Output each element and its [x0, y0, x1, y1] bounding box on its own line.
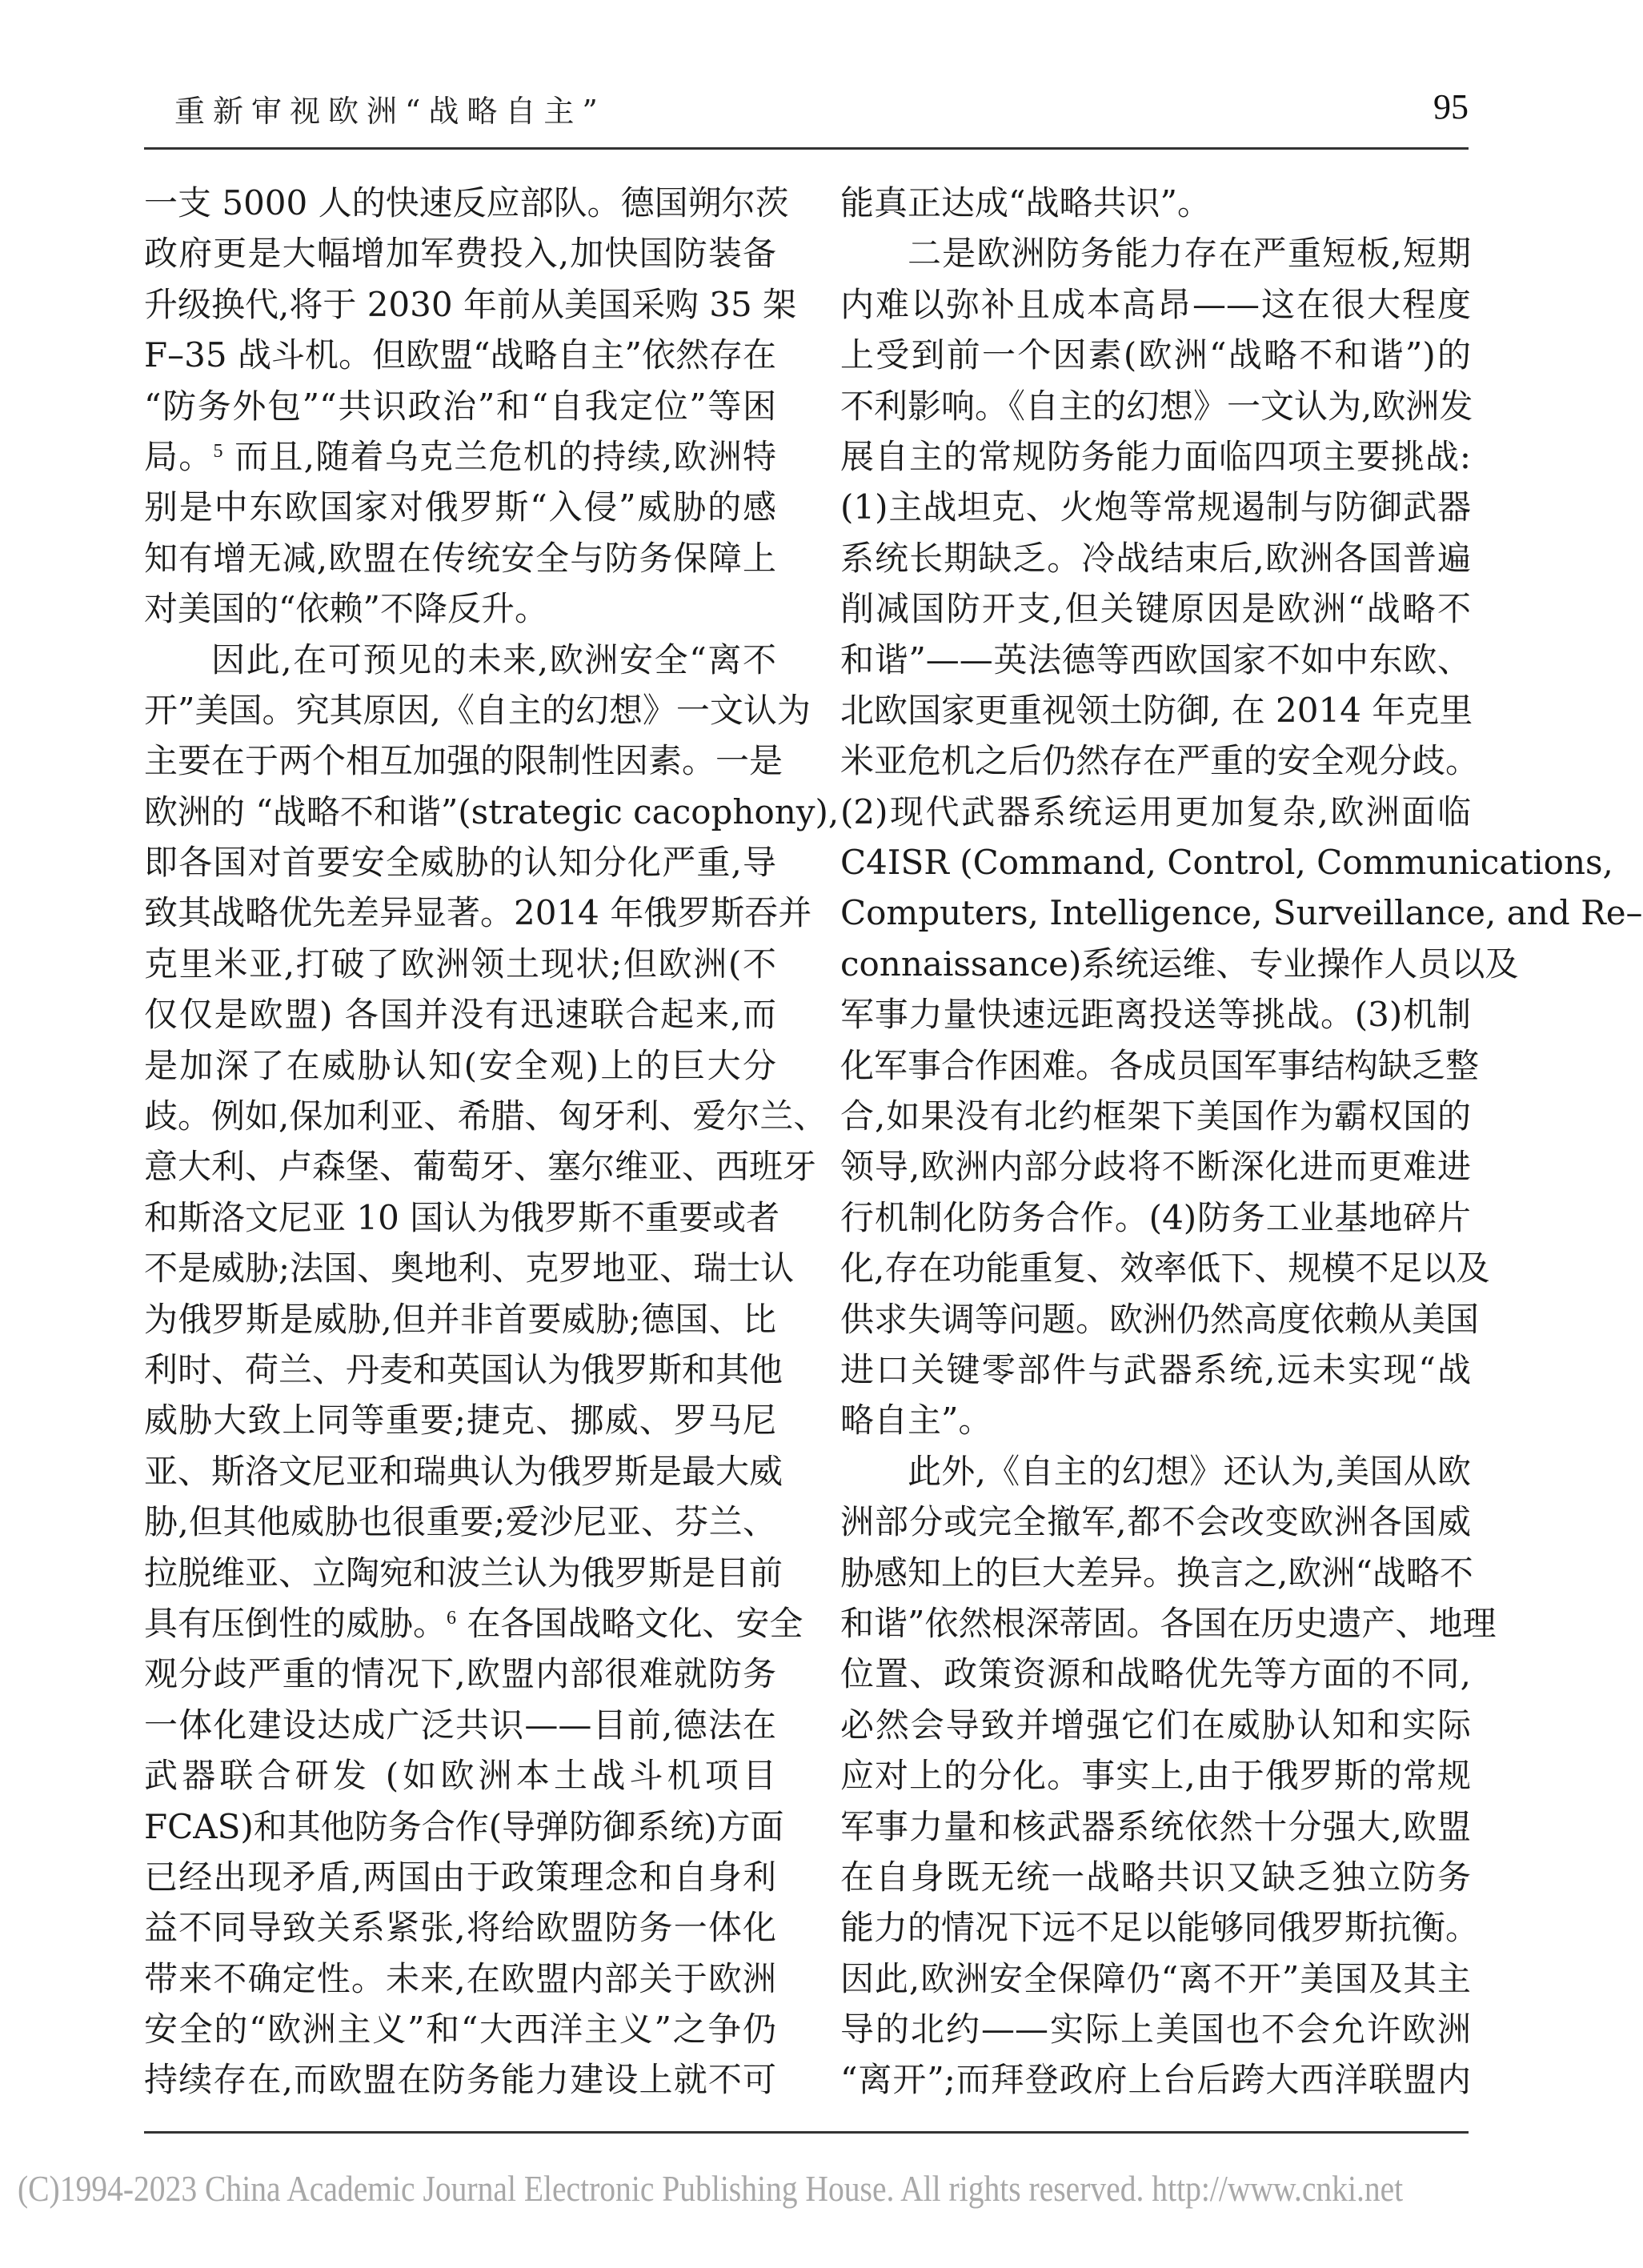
text-line: [840, 279, 1471, 330]
text-line: [144, 1243, 795, 1293]
line-text: 致其战略优先差异显著。2014 年俄罗斯吞并: [144, 893, 812, 933]
line-text: 安全的“欧洲主义”和“大西洋主义”之争仍: [144, 2010, 776, 2050]
line-text: 供求失调等问题。欧洲仍然高度依赖从美国: [840, 1299, 1480, 1339]
line-text: F–35 战斗机。但欧盟“战略自主”依然存在: [144, 335, 776, 375]
text-line: [144, 1598, 803, 1649]
text-line: [144, 381, 776, 431]
text-line: [840, 1902, 1480, 1953]
line-text: 别是中东欧国家对俄罗斯“入侵”威胁的感: [144, 487, 776, 527]
text-line: [840, 1548, 1471, 1598]
footer-rule: [144, 2131, 1469, 2134]
line-text: 内难以弥补且成本高昂——这在很大程度: [840, 284, 1471, 324]
text-line: [144, 533, 776, 583]
line-text: (2)现代武器系统运用更加复杂,欧洲面临: [840, 791, 1471, 831]
line-text: 胁感知上的巨大差异。换言之,欧洲“战略不: [840, 1553, 1473, 1593]
line-text: 位置、政策资源和战略优先等方面的不同,: [840, 1654, 1471, 1694]
line-text: 化军事合作困难。各成员国军事结构缺乏整: [840, 1045, 1480, 1085]
line-text: connaissance)系统运维、专业操作人员以及: [840, 944, 1519, 984]
text-line: [840, 1700, 1471, 1750]
copyright-footer: (C)1994-2023 China Academic Journal Electronic Publishing House. All rights reserved. http://www.cnki.net: [18, 2168, 1404, 2209]
line-text: 不利影响。《自主的幻想》一文认为,欧洲发: [840, 386, 1473, 426]
text-line: [144, 1548, 783, 1598]
line-text: 领导,欧洲内部分歧将不断深化进而更难进: [840, 1147, 1471, 1187]
line-text: 主要在于两个相互加强的限制性因素。一是: [144, 741, 783, 781]
line-text: C4ISR (Command, Control, Communications,: [840, 843, 1613, 883]
line-text: 对美国的“依赖”不降反升。: [144, 589, 548, 629]
text-line: [840, 1750, 1471, 1801]
line-text: 胁,但其他威胁也很重要;爱沙尼亚、芬兰、: [144, 1502, 776, 1542]
text-line: [144, 735, 783, 786]
right-column: [840, 178, 1643, 2106]
text-line: [840, 431, 1471, 482]
running-title: 重新审视欧洲“战略自主”: [174, 94, 606, 129]
text-line: [144, 482, 776, 532]
text-line: [840, 1497, 1471, 1547]
line-text: 具有压倒性的威胁。: [144, 1603, 447, 1643]
line-text: 展自主的常规防务能力面临四项主要挑战:: [840, 436, 1471, 476]
line-text: 在自身既无统一战略共识又缺乏独立防务: [840, 1857, 1471, 1897]
text-line: [840, 2054, 1471, 2105]
text-line: [840, 685, 1471, 735]
text-line: [144, 279, 797, 330]
line-text: 合,如果没有北约框架下美国作为霸权国的: [840, 1096, 1471, 1136]
line-text: 一支 5000 人的快速反应部队。德国朔尔茨: [144, 183, 789, 222]
text-line: [840, 888, 1643, 938]
line-text: 带来不确定性。未来,在欧盟内部关于欧洲: [144, 1958, 776, 1998]
text-line: [144, 1700, 776, 1750]
text-line: [144, 178, 789, 228]
text-line: [144, 1649, 776, 1699]
line-text: 二是欧洲防务能力存在严重短板,短期: [908, 234, 1471, 274]
line-text: (1)主战坦克、火炮等常规遏制与防御武器: [840, 487, 1471, 527]
text-line: [144, 1801, 784, 1852]
text-line: [840, 178, 1471, 228]
line-text: 歧。例如,保加利亚、希腊、匈牙利、爱尔兰、: [144, 1096, 828, 1136]
line-text: 是加深了在威胁认知(安全观)上的巨大分: [144, 1045, 776, 1085]
line-text: “防务外包”“共识政治”和“自我定位”等困: [144, 386, 776, 426]
text-line: [840, 735, 1480, 786]
text-line: [840, 1852, 1471, 1902]
text-line: [840, 1040, 1480, 1091]
line-text: 一体化建设达成广泛共识——目前,德法在: [144, 1705, 776, 1745]
line-text: 应对上的分化。事实上,由于俄罗斯的常规: [840, 1756, 1471, 1796]
line-text: 仅仅是欧盟) 各国并没有迅速联合起来,而: [144, 995, 776, 1035]
text-line: [144, 431, 776, 482]
line-text: 和谐”——英法德等西欧国家不如中东欧、: [840, 639, 1471, 679]
line-text: 进口关键零部件与武器系统,远未实现“战: [840, 1349, 1471, 1389]
line-text: 系统长期缺乏。冷战结束后,欧洲各国普遍: [840, 538, 1471, 578]
text-line: [144, 1852, 776, 1902]
line-text: 行机制化防务合作。(4)防务工业基地碎片: [840, 1197, 1471, 1237]
line-text: 武器联合研发 (如欧洲本土战斗机项目: [144, 1756, 776, 1796]
left-column: [144, 178, 840, 2106]
text-line: [840, 330, 1471, 380]
line-text: 洲部分或完全撤军,都不会改变欧洲各国威: [840, 1502, 1471, 1542]
text-line: [840, 635, 1471, 685]
line-text: 和谐”依然根深蒂固。各国在历史遗产、地理: [840, 1603, 1497, 1643]
line-text: 导的北约——实际上美国也不会允许欧洲: [840, 2010, 1471, 2050]
line-text: 即各国对首要安全威胁的认知分化严重,导: [144, 843, 776, 883]
line-text: 米亚危机之后仍然存在严重的安全观分歧。: [840, 741, 1480, 781]
line-text: 意大利、卢森堡、葡萄牙、塞尔维亚、西班牙: [144, 1147, 817, 1187]
line-text: 已经出现矛盾,两国由于政策理念和自身利: [144, 1857, 776, 1897]
text-line: [144, 1344, 783, 1395]
page-number: 95: [1433, 87, 1469, 126]
line-text: 北欧国家更重视领土防御, 在 2014 年克里: [840, 690, 1473, 730]
line-text: 为俄罗斯是威胁,但并非首要威胁;德国、比: [144, 1299, 776, 1339]
text-line: [840, 1395, 1471, 1445]
line-text: Computers, Intelligence, Surveillance, and Re–: [840, 893, 1643, 933]
text-line: [840, 1294, 1480, 1344]
text-line: [144, 1497, 776, 1547]
text-line: [840, 1243, 1490, 1293]
line-text: 知有增无减,欧盟在传统安全与防务保障上: [144, 538, 776, 578]
footnote-marker: 5: [213, 440, 223, 462]
text-line: [144, 787, 840, 837]
text-line: [144, 228, 776, 278]
line-text: 政府更是大幅增加军费投入,加快国防装备: [144, 234, 776, 274]
line-text: 益不同导致关系紧张,将给欧盟防务一体化: [144, 1908, 776, 1948]
line-text: 因此,在可预见的未来,欧洲安全“离不: [211, 639, 776, 679]
text-line: [840, 1091, 1471, 1141]
text-line: [840, 381, 1471, 431]
text-line: [144, 1446, 783, 1497]
text-line: [144, 888, 812, 938]
text-line: [144, 1192, 780, 1243]
text-line: [840, 837, 1613, 888]
text-line: [144, 2004, 776, 2054]
text-line: [840, 1446, 1471, 1497]
text-line: [144, 1953, 776, 2004]
line-text: 欧洲的 “战略不和谐”(strategic cacophony),: [144, 791, 840, 831]
footnote-marker: 6: [447, 1607, 457, 1629]
text-line: [840, 482, 1471, 532]
line-text: 能力的情况下远不足以能够同俄罗斯抗衡。: [840, 1908, 1480, 1948]
text-line: [840, 1192, 1471, 1243]
line-text: 削减国防开支,但关键原因是欧洲“战略不: [840, 589, 1471, 629]
text-line: [144, 837, 776, 888]
text-line: [840, 1141, 1471, 1192]
text-line: [144, 939, 776, 989]
line-text: 上受到前一个因素(欧洲“战略不和谐”)的: [840, 335, 1471, 375]
text-line: [144, 1141, 817, 1192]
text-line: [144, 635, 776, 685]
line-text: 升级换代,将于 2030 年前从美国采购 35 架: [144, 284, 797, 324]
text-line: [840, 1598, 1497, 1649]
line-text: 局。: [144, 436, 214, 476]
line-text: 不是威胁;法国、奥地利、克罗地亚、瑞士认: [144, 1248, 795, 1288]
text-line: [840, 1344, 1471, 1395]
line-text: 此外,《自主的幻想》还认为,美国从欧: [908, 1451, 1471, 1491]
line-text: FCAS)和其他防务合作(导弹防御系统)方面: [144, 1806, 784, 1846]
line-text: 和斯洛文尼亚 10 国认为俄罗斯不重要或者: [144, 1197, 780, 1237]
line-text: 观分歧严重的情况下,欧盟内部很难就防务: [144, 1654, 776, 1694]
text-line: [840, 939, 1519, 989]
line-text: 开”美国。究其原因,《自主的幻想》一文认为: [144, 690, 811, 730]
header-rule: [144, 147, 1469, 150]
text-line: [840, 989, 1471, 1040]
line-text: 化,存在功能重复、效率低下、规模不足以及: [840, 1248, 1490, 1288]
text-line: [840, 787, 1471, 837]
text-line: [840, 1649, 1471, 1699]
text-line: [144, 989, 776, 1040]
line-text: 必然会导致并增强它们在威胁认知和实际: [840, 1705, 1471, 1745]
text-line: [840, 1801, 1471, 1852]
line-text: 拉脱维亚、立陶宛和波兰认为俄罗斯是目前: [144, 1553, 783, 1593]
line-text: 亚、斯洛文尼亚和瑞典认为俄罗斯是最大威: [144, 1451, 783, 1491]
line-text-continued: 在各国战略文化、安全: [456, 1603, 803, 1643]
text-line: [840, 1953, 1471, 2004]
line-text: 军事力量和核武器系统依然十分强大,欧盟: [840, 1806, 1471, 1846]
line-text: 因此,欧洲安全保障仍“离不开”美国及其主: [840, 1958, 1471, 1998]
line-text: 军事力量快速远距离投送等挑战。(3)机制: [840, 995, 1471, 1035]
text-line: [144, 2054, 776, 2105]
line-text: 略自主”。: [840, 1400, 992, 1441]
line-text: “离开”;而拜登政府上台后跨大西洋联盟内: [840, 2060, 1471, 2100]
text-line: [840, 228, 1471, 278]
text-line: [144, 583, 776, 634]
text-line: [144, 1091, 828, 1141]
line-text: 利时、荷兰、丹麦和英国认为俄罗斯和其他: [144, 1349, 783, 1389]
text-line: [840, 2004, 1471, 2054]
text-line: [144, 330, 776, 380]
text-line: [144, 1750, 776, 1801]
line-text: 威胁大致上同等重要;捷克、挪威、罗马尼: [144, 1400, 776, 1441]
line-text: 能真正达成“战略共识”。: [840, 183, 1211, 222]
text-line: [144, 685, 811, 735]
text-line: [144, 1902, 776, 1953]
line-text-continued: 而且,随着乌克兰危机的持续,欧洲特: [222, 436, 776, 476]
line-text: 克里米亚,打破了欧洲领土现状;但欧洲(不: [144, 944, 776, 984]
text-line: [144, 1294, 776, 1344]
text-line: [144, 1395, 776, 1445]
text-line: [840, 533, 1471, 583]
text-line: [840, 583, 1471, 634]
text-line: [144, 1040, 776, 1091]
line-text: 持续存在,而欧盟在防务能力建设上就不可: [144, 2060, 776, 2100]
